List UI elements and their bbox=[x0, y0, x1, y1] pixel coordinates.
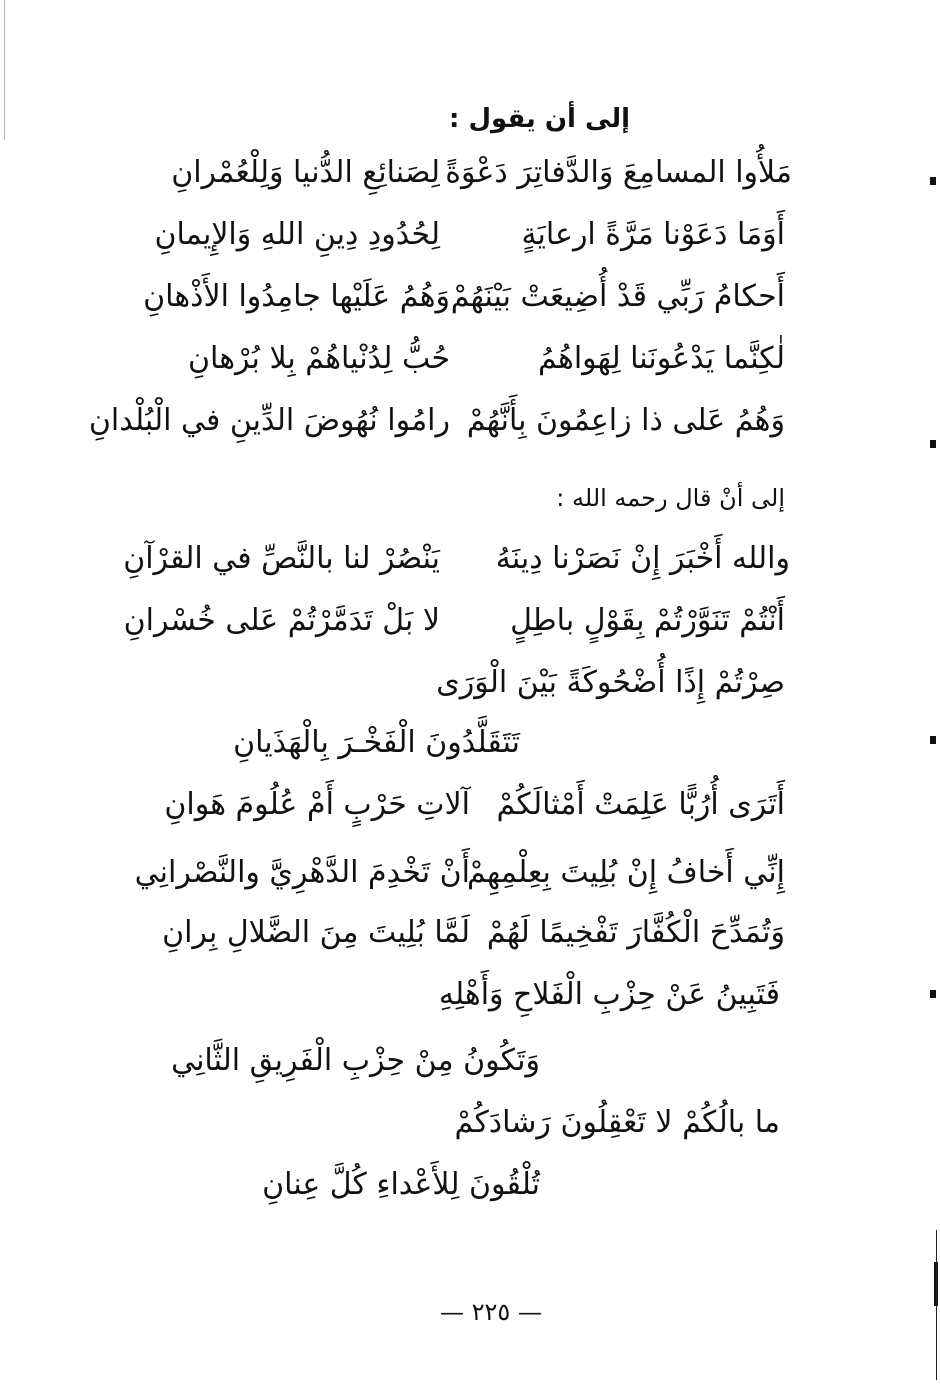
verse-6-right-hemistich: والله أَخْبَرَ إِنْ نَصَرْنا دِينَهُ bbox=[495, 541, 790, 576]
verse-10-right-hemistich: وَتُمَدِّحَ الْكُفَّارَ تَفْخِيمًا لَهُمْ bbox=[486, 915, 785, 950]
single-line-4: وَتَكُونُ مِنْ حِزْبِ الْفَرِيقِ الثَّانِي bbox=[171, 1043, 540, 1078]
binding-mark bbox=[930, 736, 936, 744]
verse-7-right-hemistich: أَنْتُمْ تَنَوَّرْتُمْ بِقَوْلٍ باطِلٍ bbox=[510, 603, 785, 638]
single-line-2: تَتَقَلَّدُونَ الْفَخْـرَ بِالْهَذَيانِ bbox=[233, 725, 520, 760]
single-line-3: فَتَبِينُ عَنْ حِزْبِ الْفَلاحِ وَأَهْلِهِ bbox=[438, 977, 780, 1012]
verse-7-left-hemistich: لا بَلْ تَدَمَّرْتُمْ عَلى خُسْرانِ bbox=[123, 603, 440, 638]
verse-9-left-hemistich: أَنْ تَخْدِمَ الدَّهْرِيَّ والنَّصْرانِي bbox=[134, 855, 470, 890]
verse-5-right-hemistich: وَهُمُ عَلى ذا زاعِمُونَ بِأَنَّهُمْ bbox=[466, 403, 785, 438]
single-line-1: صِرْتُمْ إِذًا أُضْحُوكَةً بَيْنَ الْوَرَى bbox=[436, 665, 785, 700]
verse-4-left-hemistich: حُبُّ لِدُنْياهُمْ بِلا بُرْهانِ bbox=[188, 341, 450, 376]
left-edge-line bbox=[4, 0, 5, 140]
binding-mark bbox=[930, 440, 936, 448]
binding-mark bbox=[930, 177, 936, 185]
verse-10-left-hemistich: لَمَّا بُلِيتَ مِنَ الضَّلالِ بِرانِ bbox=[162, 915, 470, 950]
single-line-5: ما بالُكُمْ لا تَعْقِلُونَ رَشادَكُمْ bbox=[454, 1105, 780, 1140]
verse-2-right-hemistich: أَوَمَا دَعَوْنا مَرَّةً ارعايَةٍ bbox=[521, 217, 785, 252]
page-edge-line bbox=[936, 1230, 937, 1380]
verse-4-right-hemistich: لٰكِنَّما يَدْعُونَنا لِهَواهُمُ bbox=[538, 341, 785, 376]
verse-1-left-hemistich: لِصَنائِعِ الدُّنيا وَلِلْعُمْرانِ bbox=[171, 155, 440, 190]
verse-2-left-hemistich: لِحُدُودِ دِينِ اللهِ وَالإِيمانِ bbox=[154, 217, 440, 252]
verse-9-right-hemistich: إِنِّي أَخافُ إِنْ بُلِيتَ بِعِلْمِهِمْ bbox=[466, 855, 785, 890]
verse-8-left-hemistich: آلاتِ حَرْبٍ أَمْ عُلُومَ هَوانِ bbox=[164, 787, 470, 822]
verse-3-left-hemistich: وَهُمُ عَلَيْها جامِدُوا الأَذْهانِ bbox=[143, 279, 450, 314]
intro-line-2: إلى أنْ قال رحمه الله : bbox=[556, 484, 785, 512]
single-line-6: تُلْقُونَ لِلأَعْداءِ كُلَّ عِنانِ bbox=[262, 1167, 540, 1202]
verse-1-right-hemistich: مَلأُوا المسامِعَ وَالدَّفاتِرَ دَعْوَةً bbox=[445, 155, 792, 190]
verse-3-right-hemistich: أَحكامُ رَبِّي قَدْ أُضِيعَتْ بَيْنَهُمْ bbox=[450, 279, 785, 314]
verse-5-left-hemistich: رامُوا نُهُوضَ الدِّينِ في الْبُلْدانِ bbox=[88, 403, 450, 438]
verse-6-left-hemistich: يَنْصُرْ لنا بالنَّصِّ في القرْآنِ bbox=[123, 541, 440, 576]
intro-line-1: إلى أن يقول : bbox=[449, 104, 630, 134]
binding-mark bbox=[930, 990, 936, 998]
verse-8-right-hemistich: أَتَرَى أُرُبًّا عَلِمَتْ أَمْثالَكُمْ bbox=[496, 787, 785, 822]
page-number: — ٢٢٥ — bbox=[440, 1298, 542, 1326]
